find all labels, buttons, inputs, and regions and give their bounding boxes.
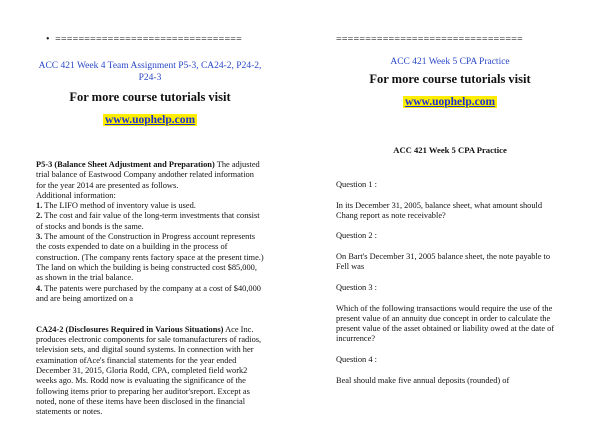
question-3-label: Question 3 : (336, 282, 377, 292)
p53-item-3: The amount of the Construction in Progress account represents the costs expended to date on a building in the process of construction. (The company rents factory space at the present time.) The land on which the building is being constructed cost $85,000, as shown in the trial balance. (36, 232, 264, 283)
promo-heading: For more course tutorials visit (69, 90, 231, 104)
ca242-title: CA24-2 (Disclosures Required in Various Situations) (36, 324, 224, 334)
p53-block (36, 160, 264, 417)
section-divider (46, 34, 242, 45)
divider-text: ================================ (55, 34, 242, 45)
p53-item-2: The cost and fair value of the long-term investments that consist of stocks and bonds is the same. (36, 211, 260, 231)
bullet: • (46, 34, 50, 45)
question-4-label: Question 4 : (336, 355, 377, 365)
item-number: 3. (36, 232, 43, 242)
right-page (300, 0, 600, 424)
item-number: 4. (36, 283, 43, 293)
question-4-text: Beal should make five annual deposits (rounded) of (336, 375, 510, 385)
site-link-wrap (0, 110, 300, 128)
question-2-text: On Bart's December 31, 2005 balance sheet, the note payable to Fell was (336, 252, 551, 272)
item-number: 1. (36, 201, 43, 211)
assignment-link[interactable]: ACC 421 Week 4 Team Assignment P5-3, CA24-2, P24-2, P24-3 (38, 61, 262, 83)
question-2-label: Question 2 : (336, 231, 377, 241)
additional-info-label: Additional information: (36, 190, 116, 200)
question-1-label: Question 1 : (336, 180, 377, 189)
site-link[interactable]: www.uophelp.com (404, 96, 496, 108)
cpa-practice-link[interactable]: ACC 421 Week 5 CPA Practice (390, 57, 510, 67)
doc-title: ACC 421 Week 5 CPA Practice (393, 145, 507, 155)
site-link-wrap (300, 92, 600, 110)
questions-block (336, 180, 564, 386)
site-link[interactable]: www.uophelp.com (104, 114, 196, 126)
p53-title: P5-3 (Balance Sheet Adjustment and Preparation) (36, 160, 215, 169)
promo-heading: For more course tutorials visit (369, 72, 531, 86)
p53-item-4: The patents were purchased by the company at a cost of $40,000 and are being amortized on a (36, 283, 261, 303)
ca242-body: Ace Inc. produces electronic components for sale tomanufacturers of radios, television sets, and digital sound systems. In connection with her examination ofAce's financial statements for the year ended December 31, 2015, Gloria Rodd, CPA, completed field work2 weeks ago. Ms. Rodd now is evaluating the significance of the following items prior to preparing her auditor'sreport. Except as noted, none of these items have been disclosed in the financial statements or notes. (36, 324, 262, 417)
question-3-text: Which of the following transactions would require the use of the present value of an annuity due concept in order to calculate the present value of the asset obtained or liability owed at the date of incurrence? (336, 303, 555, 344)
section-divider: ================================ (336, 34, 523, 45)
p53-item-1: The LIFO method of inventory value is used. (44, 201, 196, 211)
item-number: 2. (36, 211, 43, 221)
p53-intro: The adjusted trial balance of Eastwood Company andother related information for the year 2014 are presented as follows. (36, 160, 260, 190)
question-1-text: In its December 31, 2005, balance sheet, what amount should Chang report as note receivable? (336, 200, 543, 220)
